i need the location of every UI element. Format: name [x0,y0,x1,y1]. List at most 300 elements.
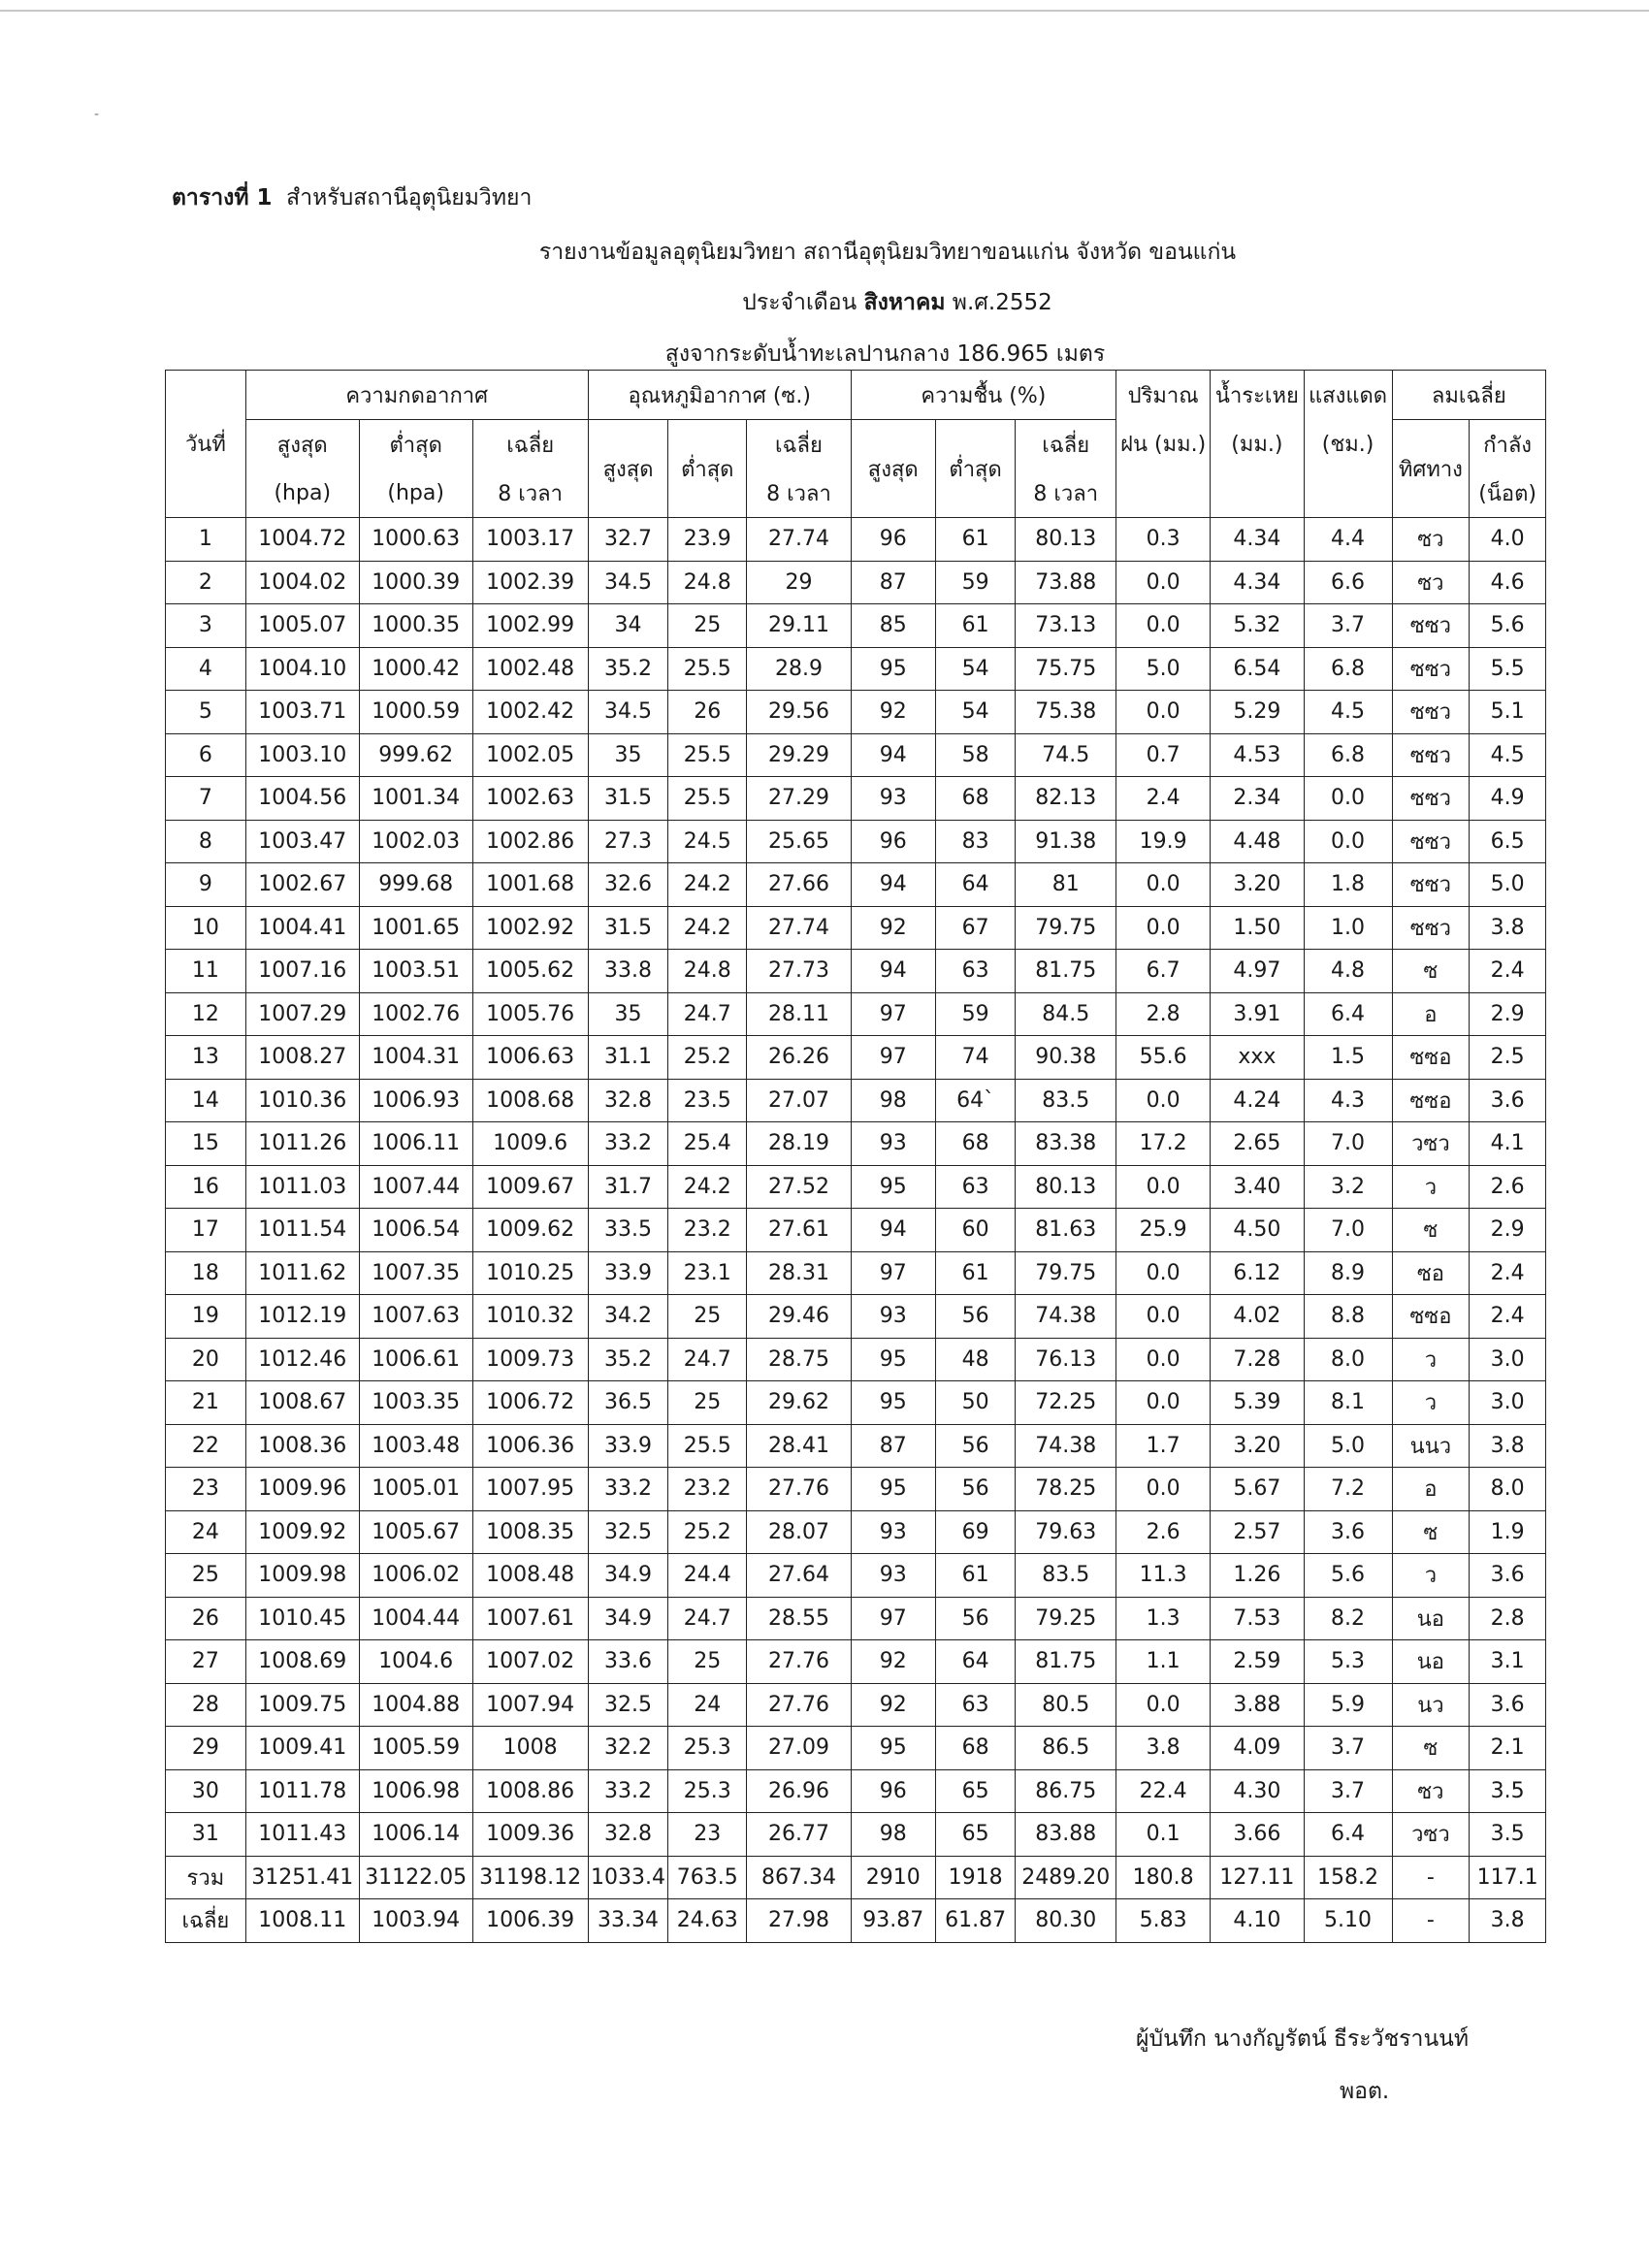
cell-day: 31 [166,1813,246,1857]
cell-humidity-max: 92 [851,906,935,950]
cell-temp-min: 24.2 [668,1165,747,1209]
scan-edge-line [0,10,1649,12]
table-row [166,777,1546,821]
header-temp-max: สูงสุด [588,420,668,518]
cell-wind-speed: 2.4 [1470,1295,1546,1339]
cell-rain: 22.4 [1116,1769,1211,1813]
header-temperature: อุณหภูมิอากาศ (ซ.) [588,371,851,420]
cell-evaporation: 4.53 [1211,733,1304,777]
cell-temp-min: 25.2 [668,1036,747,1080]
cell-humidity-min: 68 [935,777,1016,821]
cell-sunshine: 4.4 [1304,518,1392,562]
cell-humidity-max: 92 [851,1683,935,1727]
cell-evaporation: 5.39 [1211,1381,1304,1425]
cell-day: 30 [166,1769,246,1813]
cell-humidity-max: 98 [851,1813,935,1857]
cell-humidity-avg: 79.75 [1016,1251,1116,1295]
cell-temp-avg: 28.9 [747,647,852,691]
cell-wind-direction: ซ [1392,1209,1470,1252]
cell-humidity-avg: 2489.20 [1016,1856,1116,1899]
cell-humidity-max: 93 [851,1295,935,1339]
cell-rain: 25.9 [1116,1209,1211,1252]
cell-wind-direction: อ [1392,992,1470,1036]
table-caption-text: สำหรับสถานีอุตุนิยมวิทยา [286,185,533,211]
cell-temp-max: 33.9 [588,1251,668,1295]
cell-humidity-min: 54 [935,691,1016,734]
cell-rain: 0.1 [1116,1813,1211,1857]
cell-temp-min: 26 [668,691,747,734]
cell-humidity-max: 87 [851,561,935,604]
table-caption-label: ตารางที่ 1 [172,185,273,211]
cell-evaporation: 127.11 [1211,1856,1304,1899]
table-row [166,1424,1546,1468]
cell-pressure-avg: 1002.48 [472,647,588,691]
cell-humidity-max: 96 [851,820,935,863]
cell-rain: 0.0 [1116,1079,1211,1122]
cell-wind-direction: ซ [1392,1727,1470,1770]
cell-humidity-min: 65 [935,1813,1016,1857]
station-elevation: สูงจากระดับน้ำทะเลปานกลาง 186.965 เมตร [664,341,1106,367]
cell-wind-speed: 6.5 [1470,820,1546,863]
cell-humidity-max: 93 [851,777,935,821]
cell-pressure-avg: 1008 [472,1727,588,1770]
cell-humidity-avg: 74.38 [1016,1424,1116,1468]
cell-temp-min: 25.2 [668,1510,747,1554]
cell-evaporation: 2.65 [1211,1122,1304,1166]
table-row [166,691,1546,734]
table-row [166,1597,1546,1640]
cell-humidity-min: 68 [935,1727,1016,1770]
cell-temp-max: 32.2 [588,1727,668,1770]
cell-day: เฉลี่ย [166,1899,246,1943]
cell-rain: 0.0 [1116,1381,1211,1425]
cell-humidity-max: 92 [851,691,935,734]
cell-humidity-avg: 83.5 [1016,1554,1116,1598]
cell-temp-min: 25 [668,604,747,648]
header-evaporation-unit: (มม.) [1211,420,1304,470]
cell-sunshine: 6.6 [1304,561,1392,604]
cell-evaporation: 2.59 [1211,1640,1304,1684]
cell-humidity-min: 56 [935,1424,1016,1468]
cell-pressure-max: 1007.29 [245,992,359,1036]
cell-pressure-max: 1008.27 [245,1036,359,1080]
cell-humidity-avg: 79.75 [1016,906,1116,950]
cell-humidity-min: 56 [935,1295,1016,1339]
table-row [166,1381,1546,1425]
cell-temp-avg: 29 [747,561,852,604]
table-row [166,1640,1546,1684]
cell-rain: 0.0 [1116,863,1211,907]
cell-temp-avg: 27.07 [747,1079,852,1122]
cell-day: 10 [166,906,246,950]
cell-temp-min: 24.63 [668,1899,747,1943]
cell-humidity-avg: 83.88 [1016,1813,1116,1857]
cell-pressure-max: 1009.75 [245,1683,359,1727]
header-sunshine: แสงแดด [1304,371,1392,420]
cell-pressure-avg: 1008.68 [472,1079,588,1122]
cell-temp-min: 25 [668,1295,747,1339]
cell-temp-min: 25.4 [668,1122,747,1166]
cell-humidity-min: 54 [935,647,1016,691]
cell-wind-speed: 5.6 [1470,604,1546,648]
cell-sunshine: 7.0 [1304,1122,1392,1166]
cell-day: 26 [166,1597,246,1640]
header-pressure-avg: เฉลี่ย [472,420,588,470]
cell-wind-speed: 3.8 [1470,1899,1546,1943]
cell-temp-avg: 27.74 [747,518,852,562]
cell-pressure-min: 1005.59 [359,1727,472,1770]
cell-evaporation: 1.26 [1211,1554,1304,1598]
cell-day: 29 [166,1727,246,1770]
cell-temp-min: 25.3 [668,1769,747,1813]
table-row [166,1295,1546,1339]
cell-humidity-max: 93 [851,1554,935,1598]
cell-pressure-min: 1004.6 [359,1640,472,1684]
cell-humidity-min: 63 [935,1683,1016,1727]
cell-pressure-avg: 1001.68 [472,863,588,907]
cell-pressure-avg: 1009.6 [472,1122,588,1166]
table-row [166,1510,1546,1554]
cell-humidity-avg: 73.13 [1016,604,1116,648]
cell-wind-direction: อ [1392,1468,1470,1511]
header-humidity-avg-note: 8 เวลา [1016,469,1116,518]
table-row [166,950,1546,993]
cell-rain: 0.0 [1116,691,1211,734]
cell-temp-min: 25.5 [668,647,747,691]
cell-rain: 3.8 [1116,1727,1211,1770]
cell-sunshine: 6.8 [1304,647,1392,691]
cell-pressure-min: 1004.88 [359,1683,472,1727]
cell-sunshine: 8.8 [1304,1295,1392,1339]
cell-temp-avg: 28.31 [747,1251,852,1295]
cell-sunshine: 5.10 [1304,1899,1392,1943]
table-header [166,371,1546,518]
cell-rain: 0.0 [1116,561,1211,604]
cell-humidity-min: 50 [935,1381,1016,1425]
cell-temp-avg: 27.76 [747,1683,852,1727]
cell-rain: 0.0 [1116,1683,1211,1727]
cell-temp-min: 23.2 [668,1468,747,1511]
cell-humidity-max: 94 [851,863,935,907]
cell-pressure-max: 1002.67 [245,863,359,907]
cell-day: 14 [166,1079,246,1122]
cell-wind-speed: 3.6 [1470,1683,1546,1727]
cell-rain: 55.6 [1116,1036,1211,1080]
cell-temp-min: 24.2 [668,863,747,907]
cell-humidity-avg: 80.13 [1016,518,1116,562]
cell-temp-avg: 28.55 [747,1597,852,1640]
header-pressure-min: ต่ำสุด [359,420,472,470]
cell-pressure-avg: 1002.99 [472,604,588,648]
table-row [166,863,1546,907]
cell-temp-max: 34 [588,604,668,648]
cell-evaporation: 3.20 [1211,1424,1304,1468]
cell-humidity-max: 87 [851,1424,935,1468]
cell-pressure-max: 1004.72 [245,518,359,562]
cell-pressure-min: 1004.44 [359,1597,472,1640]
cell-temp-max: 31.1 [588,1036,668,1080]
cell-temp-min: 763.5 [668,1856,747,1899]
cell-pressure-max: 1011.54 [245,1209,359,1252]
cell-humidity-min: 74 [935,1036,1016,1080]
cell-evaporation: 4.09 [1211,1727,1304,1770]
cell-temp-max: 32.5 [588,1510,668,1554]
cell-sunshine: 8.0 [1304,1338,1392,1381]
cell-temp-max: 32.8 [588,1079,668,1122]
cell-day: 13 [166,1036,246,1080]
cell-day: รวม [166,1856,246,1899]
cell-wind-direction: วซว [1392,1813,1470,1857]
cell-wind-speed: 3.8 [1470,1424,1546,1468]
cell-humidity-max: 95 [851,1468,935,1511]
cell-humidity-min: 1918 [935,1856,1016,1899]
cell-temp-min: 25 [668,1381,747,1425]
cell-temp-avg: 26.96 [747,1769,852,1813]
cell-sunshine: 1.5 [1304,1036,1392,1080]
cell-rain: 5.83 [1116,1899,1211,1943]
cell-humidity-avg: 76.13 [1016,1338,1116,1381]
table-row [166,1554,1546,1598]
cell-temp-max: 35 [588,992,668,1036]
cell-temp-min: 24.8 [668,561,747,604]
cell-temp-avg: 28.75 [747,1338,852,1381]
cell-temp-min: 23.9 [668,518,747,562]
cell-humidity-max: 96 [851,518,935,562]
table-row [166,1769,1546,1813]
cell-humidity-min: 61 [935,604,1016,648]
cell-day: 27 [166,1640,246,1684]
cell-pressure-min: 1007.44 [359,1165,472,1209]
cell-rain: 17.2 [1116,1122,1211,1166]
cell-humidity-max: 95 [851,1338,935,1381]
cell-sunshine: 1.8 [1304,863,1392,907]
cell-pressure-avg: 1010.25 [472,1251,588,1295]
cell-humidity-avg: 80.13 [1016,1165,1116,1209]
cell-pressure-avg: 1006.39 [472,1899,588,1943]
cell-sunshine: 3.7 [1304,1769,1392,1813]
header-pressure-max: สูงสุด [245,420,359,470]
cell-sunshine: 8.9 [1304,1251,1392,1295]
cell-pressure-max: 1011.26 [245,1122,359,1166]
cell-pressure-min: 1006.54 [359,1209,472,1252]
cell-wind-speed: 5.0 [1470,863,1546,907]
cell-temp-avg: 27.64 [747,1554,852,1598]
cell-wind-direction: - [1392,1856,1470,1899]
cell-day: 19 [166,1295,246,1339]
cell-humidity-avg: 80.30 [1016,1899,1116,1943]
cell-wind-direction: ซอ [1392,1251,1470,1295]
cell-pressure-avg: 1009.36 [472,1813,588,1857]
report-month-line [0,285,1649,320]
cell-humidity-max: 85 [851,604,935,648]
cell-humidity-min: 59 [935,561,1016,604]
cell-temp-min: 24.7 [668,992,747,1036]
cell-temp-max: 33.5 [588,1209,668,1252]
cell-temp-max: 32.7 [588,518,668,562]
cell-temp-max: 32.8 [588,1813,668,1857]
cell-wind-direction: ซ [1392,950,1470,993]
cell-evaporation: 3.88 [1211,1683,1304,1727]
cell-temp-max: 35.2 [588,1338,668,1381]
cell-pressure-max: 1012.46 [245,1338,359,1381]
cell-temp-min: 23.2 [668,1209,747,1252]
cell-pressure-avg: 31198.12 [472,1856,588,1899]
header-rain: ปริมาณ [1116,371,1211,420]
cell-evaporation: xxx [1211,1036,1304,1080]
cell-temp-avg: 26.26 [747,1036,852,1080]
cell-wind-direction: ซซว [1392,733,1470,777]
cell-humidity-min: 63 [935,1165,1016,1209]
cell-temp-max: 1033.4 [588,1856,668,1899]
cell-day: 5 [166,691,246,734]
cell-rain: 0.0 [1116,1295,1211,1339]
cell-day: 4 [166,647,246,691]
cell-wind-speed: 2.6 [1470,1165,1546,1209]
cell-temp-avg: 27.52 [747,1165,852,1209]
cell-wind-speed: 5.1 [1470,691,1546,734]
table-row [166,1813,1546,1857]
cell-pressure-max: 1005.07 [245,604,359,648]
cell-evaporation: 5.29 [1211,691,1304,734]
cell-evaporation: 4.30 [1211,1769,1304,1813]
cell-humidity-avg: 79.25 [1016,1597,1116,1640]
cell-wind-speed: 2.1 [1470,1727,1546,1770]
table-row [166,906,1546,950]
cell-pressure-min: 1006.93 [359,1079,472,1122]
cell-pressure-max: 1003.47 [245,820,359,863]
cell-temp-max: 33.6 [588,1640,668,1684]
table-row [166,561,1546,604]
cell-wind-speed: 3.0 [1470,1381,1546,1425]
cell-humidity-min: 61 [935,518,1016,562]
cell-rain: 0.3 [1116,518,1211,562]
cell-pressure-avg: 1008.86 [472,1769,588,1813]
cell-pressure-min: 1007.35 [359,1251,472,1295]
cell-day: 17 [166,1209,246,1252]
cell-temp-max: 31.7 [588,1165,668,1209]
cell-rain: 6.7 [1116,950,1211,993]
cell-pressure-min: 1003.35 [359,1381,472,1425]
cell-wind-speed: 3.1 [1470,1640,1546,1684]
cell-evaporation: 4.34 [1211,561,1304,604]
cell-sunshine: 158.2 [1304,1856,1392,1899]
cell-day: 22 [166,1424,246,1468]
report-year: พ.ศ.2552 [945,290,1052,315]
cell-humidity-max: 96 [851,1769,935,1813]
cell-rain: 11.3 [1116,1554,1211,1598]
cell-pressure-max: 1009.92 [245,1510,359,1554]
weather-data-table [165,370,1546,1943]
cell-sunshine: 5.3 [1304,1640,1392,1684]
average-row [166,1899,1546,1943]
cell-humidity-avg: 81 [1016,863,1116,907]
cell-temp-avg: 27.76 [747,1468,852,1511]
cell-sunshine: 4.8 [1304,950,1392,993]
cell-wind-direction: ซ [1392,1510,1470,1554]
cell-pressure-avg: 1006.72 [472,1381,588,1425]
cell-pressure-max: 1009.98 [245,1554,359,1598]
cell-pressure-max: 1011.43 [245,1813,359,1857]
cell-wind-speed: 5.5 [1470,647,1546,691]
cell-wind-direction: ซซว [1392,863,1470,907]
cell-day: 21 [166,1381,246,1425]
cell-pressure-min: 1001.65 [359,906,472,950]
cell-rain: 2.4 [1116,777,1211,821]
cell-pressure-avg: 1007.02 [472,1640,588,1684]
header-pressure-max-unit: (hpa) [245,469,359,518]
cell-humidity-avg: 78.25 [1016,1468,1116,1511]
cell-pressure-max: 1007.16 [245,950,359,993]
cell-pressure-avg: 1005.76 [472,992,588,1036]
header-pressure-avg-note: 8 เวลา [472,469,588,518]
cell-temp-min: 24.7 [668,1338,747,1381]
cell-sunshine: 3.6 [1304,1510,1392,1554]
cell-temp-min: 23.1 [668,1251,747,1295]
cell-humidity-min: 48 [935,1338,1016,1381]
cell-wind-direction: นว [1392,1683,1470,1727]
cell-day: 2 [166,561,246,604]
cell-wind-direction: ซซว [1392,604,1470,648]
cell-temp-min: 25.3 [668,1727,747,1770]
cell-pressure-max: 1010.36 [245,1079,359,1122]
cell-pressure-avg: 1009.73 [472,1338,588,1381]
cell-wind-direction: นอ [1392,1597,1470,1640]
cell-wind-speed: 1.9 [1470,1510,1546,1554]
cell-humidity-min: 61.87 [935,1899,1016,1943]
cell-pressure-min: 31122.05 [359,1856,472,1899]
cell-evaporation: 3.66 [1211,1813,1304,1857]
cell-humidity-max: 95 [851,1727,935,1770]
cell-sunshine: 7.2 [1304,1468,1392,1511]
cell-pressure-avg: 1005.62 [472,950,588,993]
cell-humidity-max: 97 [851,1036,935,1080]
cell-humidity-max: 97 [851,992,935,1036]
cell-pressure-min: 1003.48 [359,1424,472,1468]
cell-humidity-min: 69 [935,1510,1016,1554]
cell-humidity-max: 94 [851,733,935,777]
cell-pressure-min: 1006.02 [359,1554,472,1598]
cell-wind-speed: 4.9 [1470,777,1546,821]
cell-wind-speed: 3.0 [1470,1338,1546,1381]
cell-temp-min: 25.5 [668,777,747,821]
cell-temp-max: 33.34 [588,1899,668,1943]
table-caption [172,180,532,215]
cell-pressure-avg: 1006.63 [472,1036,588,1080]
cell-humidity-avg: 83.38 [1016,1122,1116,1166]
recorder-rank: พอต. [1340,2079,1390,2104]
cell-pressure-min: 1007.63 [359,1295,472,1339]
cell-rain: 0.0 [1116,1251,1211,1295]
cell-pressure-min: 1000.42 [359,647,472,691]
header-wind-direction: ทิศทาง [1392,420,1470,518]
cell-humidity-max: 95 [851,1165,935,1209]
cell-temp-max: 31.5 [588,777,668,821]
cell-humidity-max: 2910 [851,1856,935,1899]
cell-humidity-min: 64` [935,1079,1016,1122]
cell-temp-avg: 29.56 [747,691,852,734]
cell-evaporation: 6.12 [1211,1251,1304,1295]
cell-temp-max: 34.9 [588,1597,668,1640]
cell-day: 24 [166,1510,246,1554]
cell-temp-max: 34.5 [588,691,668,734]
cell-temp-avg: 28.41 [747,1424,852,1468]
cell-temp-avg: 29.11 [747,604,852,648]
cell-day: 11 [166,950,246,993]
cell-evaporation: 3.40 [1211,1165,1304,1209]
header-humidity-avg: เฉลี่ย [1016,420,1116,470]
cell-humidity-avg: 81.63 [1016,1209,1116,1252]
cell-wind-direction: ว [1392,1554,1470,1598]
